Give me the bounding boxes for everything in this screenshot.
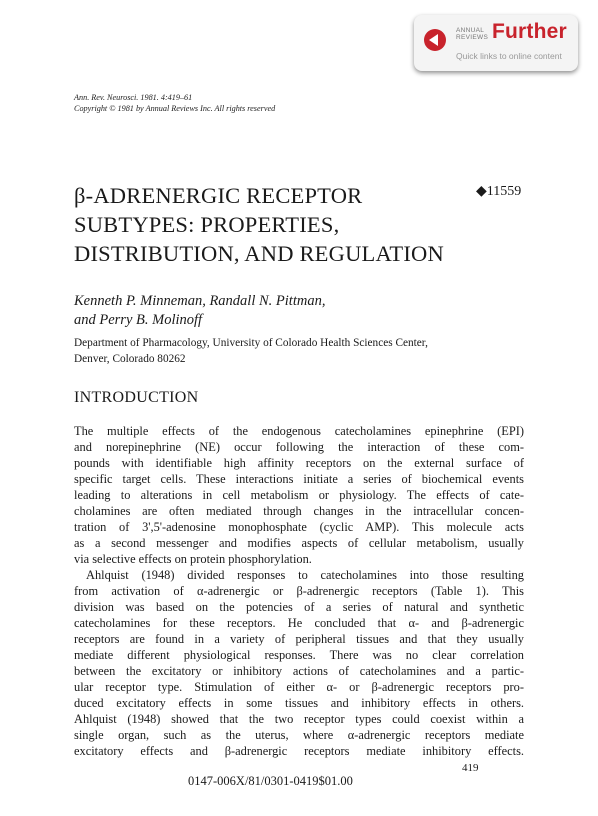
title-line: β-ADRENERGIC RECEPTOR <box>74 183 363 208</box>
banner-subtitle: Quick links to online content <box>456 51 562 61</box>
body-line: The multiple effects of the endogenous catecholamines epinephrine (EPI) <box>74 424 524 438</box>
page-number: 419 <box>462 762 479 774</box>
body-line: pounds with identifiable high affinity receptors on the external surface of <box>74 456 524 470</box>
body-text <box>74 423 524 759</box>
body-line: mediate different physiological responses. There was no clear correlation <box>74 648 524 662</box>
footer-code: 0147-006X/81/0301-0419$01.00 <box>188 774 353 788</box>
author-list <box>74 292 325 330</box>
body-line: division was based on the potencies of a series of natural and synthetic <box>74 600 524 614</box>
article-code: ◆11559 <box>476 184 522 199</box>
body-line: tration of 3',5'-adenosine monophosphate (cyclic AMP). This molecule acts <box>74 520 524 534</box>
annual-reviews-logo-icon <box>424 29 446 51</box>
title-line: DISTRIBUTION, AND REGULATION <box>74 241 444 266</box>
affiliation-line: Department of Pharmacology, University of Colorado Health Sciences Center, <box>74 337 428 349</box>
body-line: leading to alterations in cell metabolism or physiology. The effects of cate- <box>74 488 524 502</box>
body-line: as a second messenger and modifies aspects of cellular metabolism, usually <box>74 536 524 550</box>
author-line: and Perry B. Molinoff <box>74 312 203 328</box>
body-line: ular receptor type. Stimulation of either α- or β-adrenergic receptors pro- <box>74 680 524 694</box>
body-line: specific target cells. These interactions initiate a series of biochemical events <box>74 472 524 486</box>
author-line: Kenneth P. Minneman, Randall N. Pittman, <box>74 293 326 309</box>
article-title <box>74 181 444 268</box>
body-line: receptors are found in a variety of peripheral tissues and that they usually <box>74 632 524 646</box>
affiliation-line: Denver, Colorado 80262 <box>74 352 186 365</box>
body-line: Ahlquist (1948) showed that the two receptor types could coexist within a <box>74 712 524 726</box>
body-line: and norepinephrine (NE) occur following the interaction of these com- <box>74 440 524 454</box>
journal-citation: Ann. Rev. Neurosci. 1981. 4:419–61 <box>74 93 193 102</box>
body-line: cholamines are often mediated through changes in the intracellular concen- <box>74 504 524 518</box>
body-line: excitatory effects and β-adrenergic receptors mediate inhibitory effects. <box>74 744 524 758</box>
body-line: from activation of α-adrenergic or β-adrenergic receptors (Table 1). This <box>74 584 524 598</box>
further-banner[interactable] <box>414 15 578 71</box>
affiliation <box>74 336 428 367</box>
body-line: via selective effects on protein phosphorylation. <box>74 552 312 566</box>
banner-annual-reviews: ANNUAL REVIEWS <box>456 27 489 41</box>
body-line: duced excitatory effects in some tissues and inhibitory effects in others. <box>74 696 524 710</box>
banner-further-label[interactable]: Further <box>492 20 567 43</box>
copyright-notice: Copyright © 1981 by Annual Reviews Inc. All rights reserved <box>74 104 276 113</box>
section-heading: INTRODUCTION <box>74 389 199 406</box>
body-line: single organ, such as the uterus, where α-adrenergic receptors mediate <box>74 728 524 742</box>
body-line: Ahlquist (1948) divided responses to catecholamines into those resulting <box>86 568 524 582</box>
body-line: between the excitatory or inhibitory actions of catecholamines and a partic- <box>74 664 524 678</box>
title-line: SUBTYPES: PROPERTIES, <box>74 212 340 237</box>
body-line: catecholamines for these receptors. He concluded that α- and β-adrenergic <box>74 616 524 630</box>
